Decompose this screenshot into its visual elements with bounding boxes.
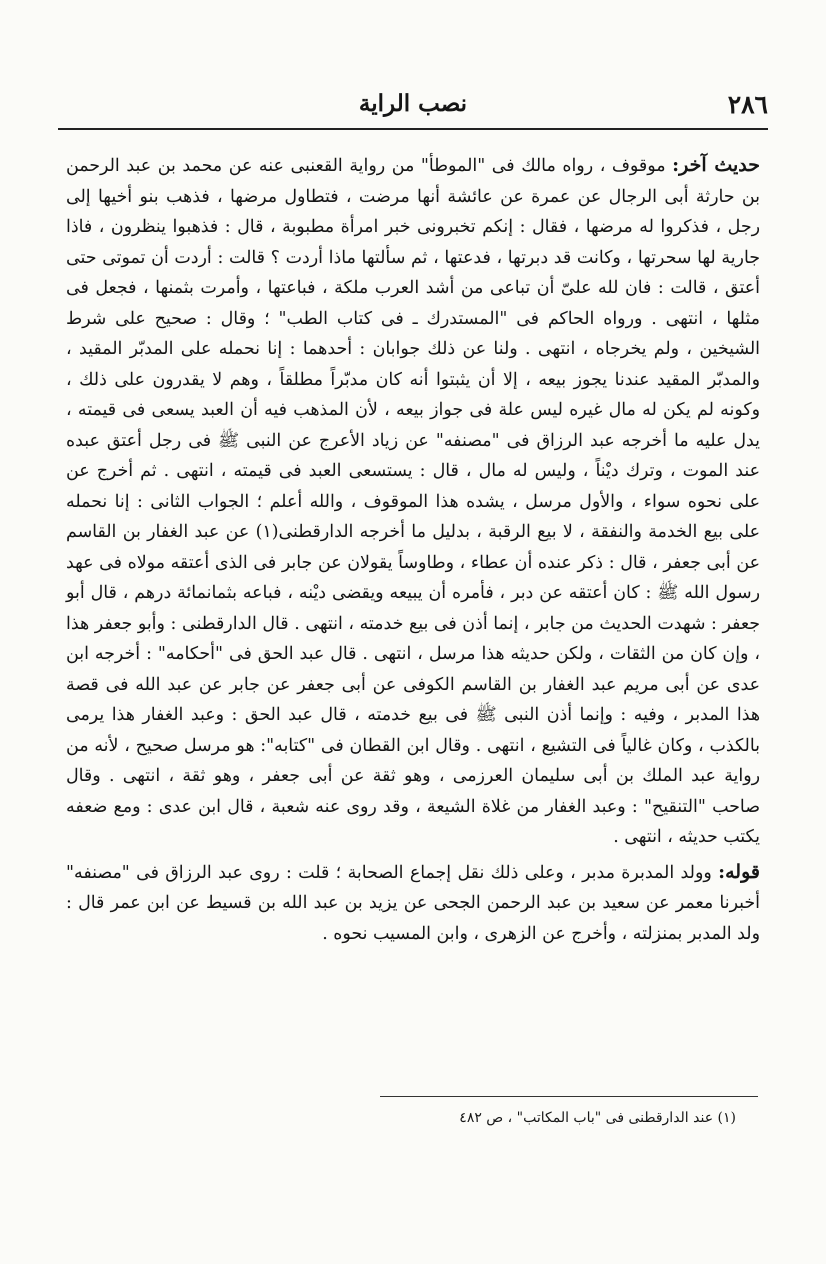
- paragraph: [66, 150, 760, 853]
- header-rule: [58, 128, 768, 130]
- main-text: [66, 150, 760, 949]
- page-header: [58, 88, 768, 128]
- footnote: (١) عند الدارقطنى فى "باب المكاتب" ، ص ٤٨٢: [459, 1110, 736, 1126]
- paragraph-lead: قوله:: [718, 860, 760, 883]
- paragraph-lead: حديث آخر:: [672, 154, 761, 176]
- footnote-rule: [380, 1096, 758, 1097]
- page-number: ٢٨٦: [727, 90, 768, 119]
- paragraph: [66, 857, 760, 950]
- paragraph-text: وولد المدبرة مدبر ، وعلى ذلك نقل إجماع الصحابة ؛ قلت : روى عبد الرزاق فى "مصنفه" أخبرنا معمر عن سعيد بن عبد الرحمن الجحى عن يزيد بن عبد الله بن قسيط عن ابن عمر قال : ولد المدبر بمنزلته ، وأخرج عن الزهرى ، وابن المسيب نحوه .: [66, 862, 760, 944]
- running-title: نصب الراية: [358, 90, 468, 117]
- paragraph-text: موقوف ، رواه مالك فى "الموطأ" من رواية القعنبى عنه عن محمد بن عبد الرحمن بن حارثة أبى الرجال عن عمرة عن عائشة أنها مرضت ، فتطاول مرضها ، فذهب بنو أخيها إلى رجل ، فذكروا له مرضها ، فقال : إنكم تخبرونى خبر امرأة مطبوبة ، قال : فذهبوا ينظرون ، فاذا جارية لها سحرتها ، وكانت قد دبرتها ، فدعتها ، ثم سألتها ماذا أردت ؟ قالت : أردت أن تموتى حتى أعتق ، قالت : فان لله علىّ أن تباعى من أشد العرب ملكة ، فباعتها ، وأمرت بثمنها ، فجعل فى مثلها ، انتهى . ورواه الحاكم فى "المستدرك ـ فى كتاب الطب" ؛ وقال : صحيح على شرط الشيخين ، ولم يخرجاه ، انتهى . ولنا عن ذلك جوابان : أحدهما : إنا نحمله على المدبّر المقيد ، والمدبّر المقيد عندنا يجوز بيعه ، إلا أن يثبتوا أنه كان مدبّراً مطلقاً ، وهم لا يقدرون على ذلك ، وكونه لم يكن له مال غيره ليس علة فى جواز بيعه ، لأن المذهب فيه أن العبد يسعى فى قيمته ، يدل عليه ما أخرجه عبد الرزاق فى "مصنفه" عن زياد الأعرج عن النبى ﷺ فى رجل أعتق عبده عند الموت ، وترك ديْناً ، وليس له مال ، قال : يستسعى العبد فى قيمته ، انتهى . ثم أخرج عن على نحوه سواء ، والأول مرسل ، يشده هذا الموقوف ، والله أعلم ؛ الجواب الثانى : إنا نحمله على بيع الخدمة والنفقة ، لا بيع الرقبة ، بدليل ما أخرجه الدارقطنى(١) عن عبد الغفار بن القاسم عن أبى جعفر ، قال : ذكر عنده أن عطاء ، وطاوساً يقولان عن جابر فى الذى أعتقه مولاه فى عهد رسول الله ﷺ : كان أعتقه عن دبر ، فأمره أن يبيعه ويقضى ديْنه ، فباعه بثمانمائة درهم ، قال أبو جعفر : شهدت الحديث من جابر ، إنما أذن فى بيع خدمته ، انتهى . قال الدارقطنى : وأبو جعفر هذا ، وإن كان من الثقات ، ولكن حديثه هذا مرسل ، انتهى . قال عبد الحق فى "أحكامه" : أخرجه ابن عدى عن أبى مريم عبد الغفار بن القاسم الكوفى عن أبى جعفر عن جابر عن عبد الله فى قصة هذا المدبر ، وفيه : وإنما أذن النبى ﷺ فى بيع خدمته ، قال عبد الحق : وعبد الغفار هذا يرمى بالكذب ، وكان غالياً فى التشيع ، انتهى . وقال ابن القطان فى "كتابه": هو مرسل صحيح ، لأنه من رواية عبد الملك بن أبى سليمان العرزمى ، وهو ثقة عن أبى جعفر ، وهو ثقة ، انتهى . وقال صاحب "التنقيح" : وعبد الغفار من غلاة الشيعة ، وقد روى عنه شعبة ، قال ابن عدى : ومع ضعفه يكتب حديثه ، انتهى .: [66, 156, 760, 847]
